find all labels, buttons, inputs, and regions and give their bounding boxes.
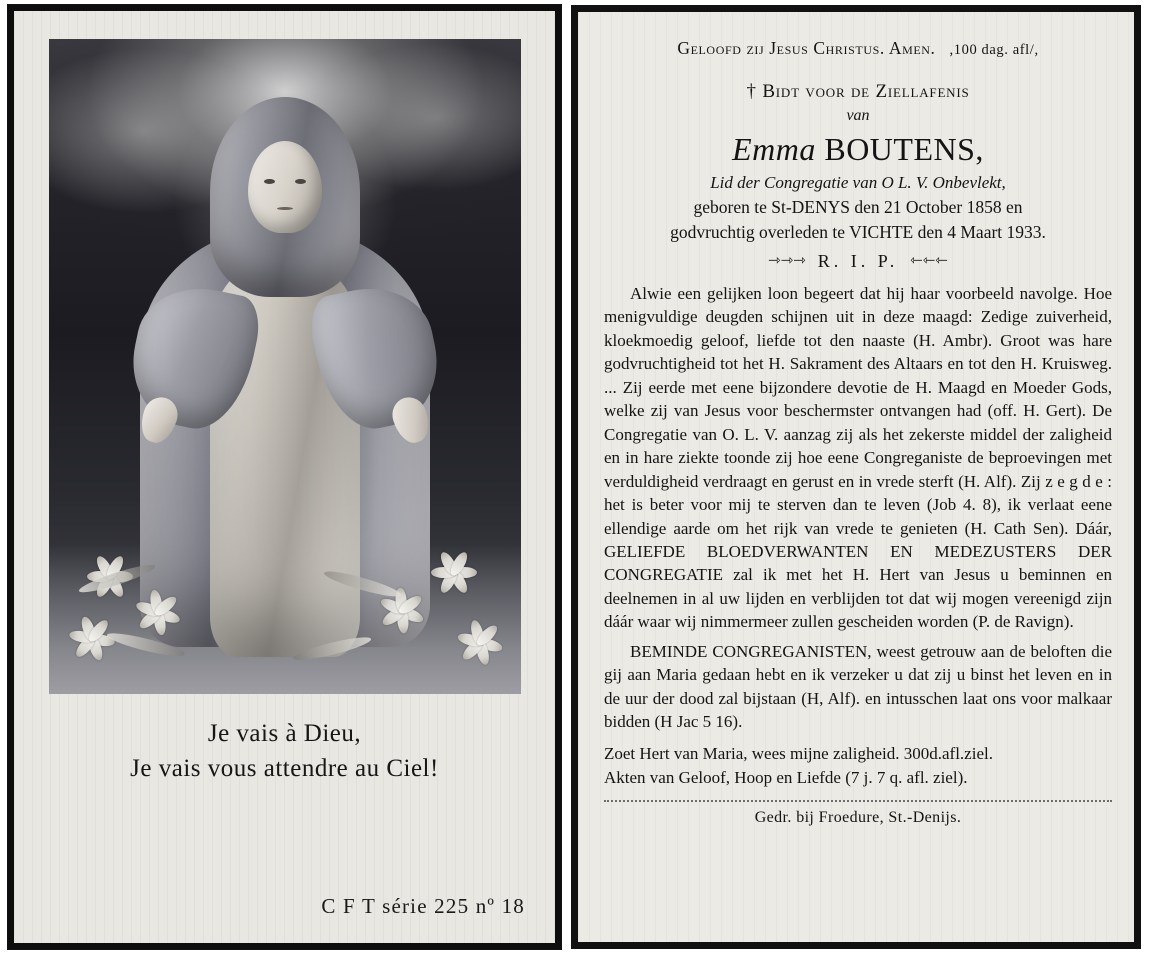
family-name: BOUTENS, (824, 131, 984, 167)
indulgence-note: ,100 dag. afl/, (949, 42, 1039, 58)
card-left-panel (8, 5, 561, 949)
mouth (277, 207, 293, 210)
image-caption (36, 720, 533, 783)
card-left-inner (14, 11, 555, 943)
caption-line-1: Je vais à Dieu, (207, 720, 362, 747)
face (248, 141, 322, 233)
paragraph-1: Alwie een gelijken loon begeert dat hij haar voorbeeld navolge. Hoe menigvuldige deugden schijnen uit in deze maagd: Zedige zuiverheid, kloekmoedig geloof, liefde tot den naaste (H. Ambr). Groot was hare godvruchtigheid tot het H. Sakrament des Altaars en tot den H. Kruisweg. ... Zij eerde met eene bijzondere devotie de H. Maagd en Moeder Gods, welke zij van Jesus voor beschermster ontvangen had (off. H. Gert). De Congregatie van O. L. V. aanzag zij als het zekerste middel der zaligheid en in hare ziekte toonde zij hoe eene Congreganiste de beproevingen met verduldigheid verdraagt en gerust en in vrede sterft (H. Alf). Zij z e g d e : het is beter voor mij te sterven dan te leven (Job 4. 8), ik verlaat eene ellendige aarde om het rijk van vrede te genieten (H. Cath Sen). Dáár, GELIEFDE BLOEDVERWANTEN EN MEDEZUSTERS DER CONGREGATIE zal ik met het H. Hert van Jesus u beminnen en deelnemen in al uw lijden en verblijden tot dat wij mogen vereenigd zijn dáár waar wij nimmermeer zullen gescheiden worden (P. de Ravign). (604, 284, 1112, 632)
deceased-name (604, 131, 1112, 168)
header-line (604, 38, 1112, 59)
flower (131, 585, 185, 639)
closing-prayers (604, 742, 1112, 790)
card-right-inner (578, 12, 1134, 942)
van-word: van (846, 107, 870, 124)
footer-divider (604, 800, 1112, 802)
ornament-right-icon: ⇽⇽⇽ (910, 253, 948, 269)
left-eye (264, 179, 275, 184)
ornament-left-icon: ⇾⇾⇾ (768, 253, 806, 269)
leaf (291, 633, 372, 664)
rip-text: R. I. P. (817, 251, 899, 271)
right-eye (295, 179, 306, 184)
closing-line-2: Akten van Geloof, Hoop en Liefde (7 j. 7 q. afl. ziel). (604, 767, 968, 787)
series-mark: C F T série 225 nº 18 (321, 894, 525, 918)
memorial-body (604, 282, 1112, 734)
death-line: godvruchtig overleden te VICHTE den 4 Maart 1933. (670, 222, 1046, 242)
birth-line: geboren te St-DENYS den 21 October 1858 en (693, 197, 1023, 217)
paragraph-2: BEMINDE CONGREGANISTEN, weest getrouw aan de beloften die gij aan Maria gedaan hebt en ik verzeker u dat zij u binst het leven en in de uur der dood zal bijstaan (H, Alf). en intusschen laat ons voor malkaar bidden (H Jac 5 16). (604, 641, 1112, 732)
caption-line-2: Je vais vous attendre au Ciel! (130, 755, 439, 782)
given-name: Emma (732, 131, 816, 167)
flower (427, 545, 481, 599)
closing-line-1: Zoet Hert van Maria, wees mijne zaligheid. 300d.afl.ziel. (604, 743, 993, 763)
flower (453, 615, 507, 669)
lily-flowers (49, 519, 521, 694)
rip-line (604, 251, 1112, 272)
card-right-panel (571, 5, 1141, 949)
printer-credit: Gedr. bij Froedure, St.-Denijs. (754, 808, 962, 826)
header-text: Geloofd zij Jesus Christus. Amen. (677, 38, 936, 58)
virgin-mary-illustration (49, 39, 521, 694)
bidt-heading: † Bidt voor de Ziellafenis (746, 81, 970, 102)
congregation-line: Lid der Congregatie van O L. V. Onbevlekt, (710, 173, 1006, 192)
